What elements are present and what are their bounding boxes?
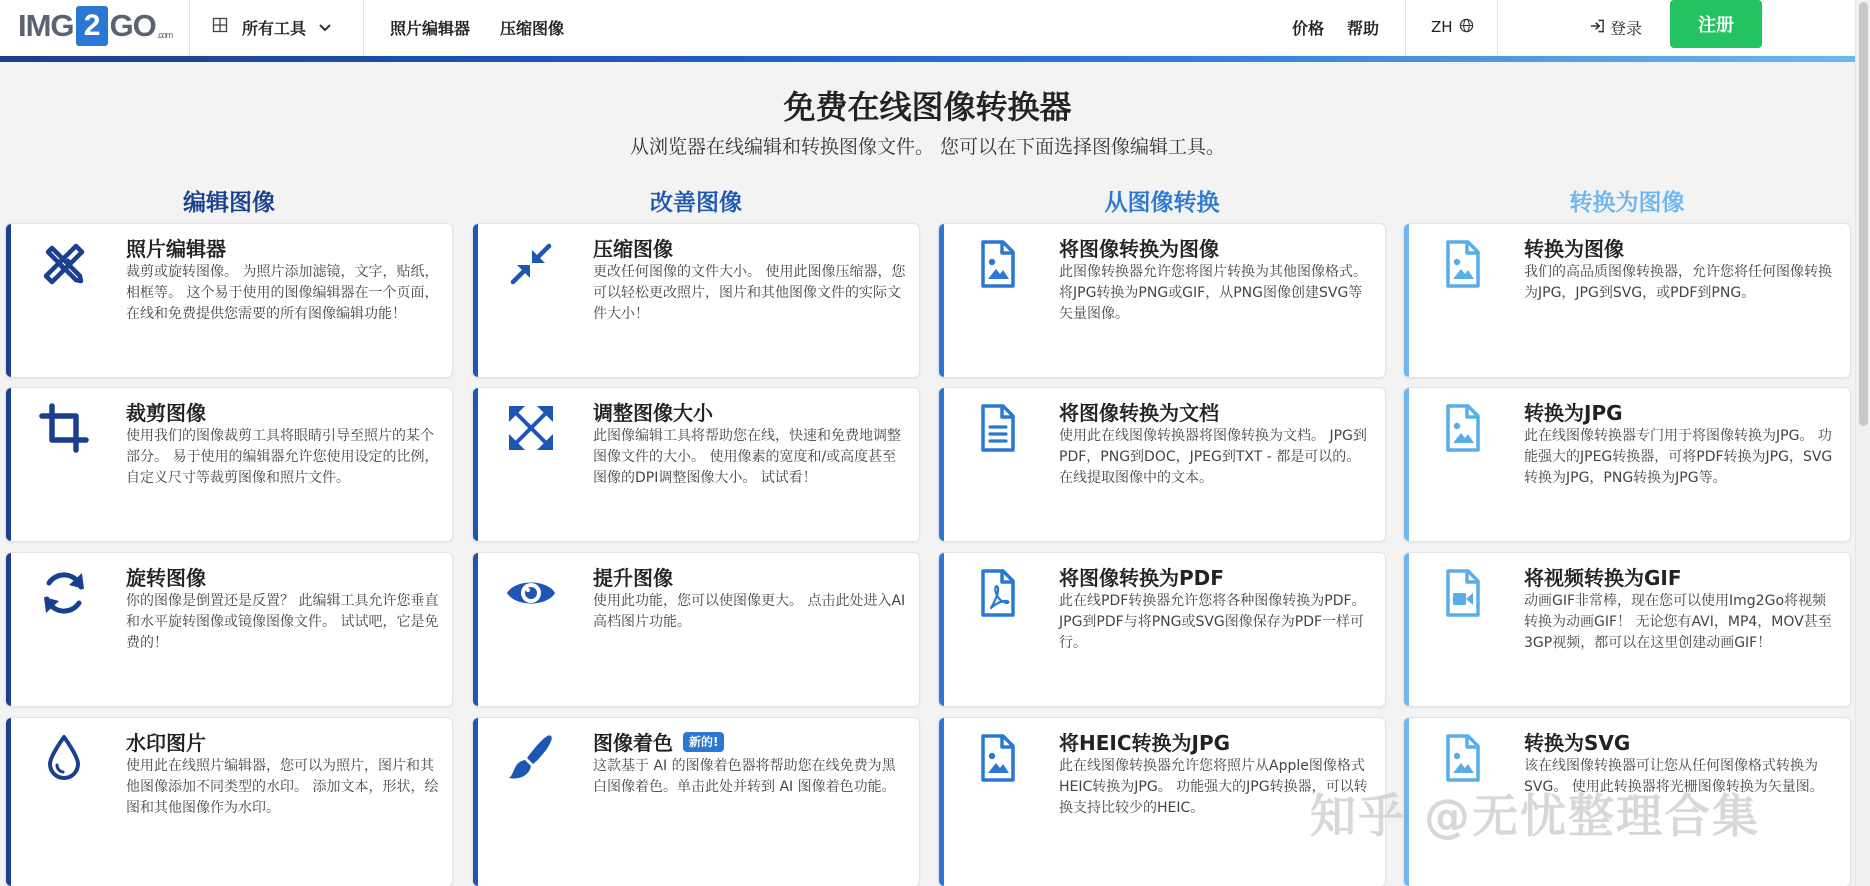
column-heading: 从图像转换 (1104, 190, 1220, 216)
card-title-text: 将图像转换为PDF (1059, 566, 1224, 590)
card-description: 使用此在线图像转换器将图像转换为文档。 JPG到PDF，PNG到DOC，JPEG到TXT - 都是可以的。 在线提取图像中的文本。 (1059, 428, 1367, 486)
image-file-icon (1436, 402, 1488, 454)
card-title (593, 562, 673, 591)
card-accent-bar (473, 388, 478, 541)
card-title-text: 水印图片 (126, 731, 206, 755)
card-accent-bar (6, 388, 11, 541)
tool-card[interactable] (938, 387, 1386, 542)
video-file-icon (1436, 567, 1488, 619)
card-title (126, 727, 206, 756)
card-title-text: 转换为JPG (1524, 401, 1623, 425)
chevron-down-icon (318, 18, 332, 37)
tool-card[interactable] (1403, 387, 1851, 542)
card-title (1524, 727, 1630, 756)
crossed-pencil-ruler-icon (38, 238, 90, 290)
tool-card[interactable] (1403, 552, 1851, 707)
card-title (1059, 397, 1219, 426)
logo-text-mid: 2 (76, 6, 108, 46)
card-description: 使用我们的图像裁剪工具将眼睛引导至照片的某个部分。 易于使用的编辑器允许您使用设定的比例，自定义尺寸等裁剪图像和照片文件。 (126, 428, 439, 486)
header-gradient-line (0, 56, 1855, 62)
login-link[interactable] (1590, 14, 1642, 40)
card-description: 此图像编辑工具将帮助您在线，快速和免费地调整图像文件的大小。 使用像素的宽度和/或高度甚至图像的DPI调整图像大小。 试试看！ (593, 428, 901, 486)
help-link[interactable]: 帮助 (1347, 18, 1380, 38)
pricing-link[interactable]: 价格 (1292, 18, 1325, 38)
card-title-text: 转换为图像 (1524, 237, 1624, 261)
expand-arrows-icon (505, 402, 557, 454)
tool-card[interactable] (472, 552, 920, 707)
logo-suffix: .com (156, 30, 173, 40)
tool-card[interactable] (5, 223, 453, 378)
card-title (593, 727, 724, 756)
tool-card[interactable] (5, 717, 453, 886)
card-title (593, 397, 713, 426)
new-badge: 新的! (683, 732, 724, 752)
image-file-icon (1436, 732, 1488, 784)
text-document-icon (971, 402, 1023, 454)
page-subtitle: 从浏览器在线编辑和转换图像文件。 您可以在下面选择图像编辑工具。 (629, 136, 1226, 158)
card-description: 使用此功能，您可以使图像更大。 点击此处进入AI高档图片功能。 (593, 593, 906, 630)
card-accent-bar (6, 553, 11, 706)
column-heading: 编辑图像 (183, 190, 275, 216)
card-accent-bar (939, 224, 944, 377)
logo-text-right: GO (109, 8, 156, 43)
image-file-icon (1436, 238, 1488, 290)
card-title-text: 图像着色 (593, 731, 673, 755)
card-accent-bar (1404, 388, 1409, 541)
tool-card[interactable] (472, 223, 920, 378)
tool-card[interactable] (938, 223, 1386, 378)
card-description: 此图像转换器允许您将图片转换为其他图像格式。 将JPG转换为PNG或GIF，从PNG图像创建SVG等矢量图像。 (1059, 264, 1367, 322)
column-heading: 转换为图像 (1569, 190, 1685, 216)
signup-button[interactable]: 注册 (1670, 0, 1762, 48)
card-accent-bar (6, 224, 11, 377)
card-accent-bar (473, 553, 478, 706)
card-title (1524, 562, 1682, 591)
card-title-text: 将HEIC转换为JPG (1059, 731, 1231, 755)
divider (1497, 0, 1498, 56)
card-title (126, 233, 226, 262)
scrollbar-thumb[interactable] (1859, 2, 1868, 426)
card-accent-bar (473, 224, 478, 377)
card-accent-bar (473, 718, 478, 886)
login-label: 登录 (1610, 18, 1643, 38)
crop-icon (38, 402, 90, 454)
grid-icon (212, 17, 228, 38)
card-description: 我们的高品质图像转换器，允许您将任何图像转换为JPG，JPG到SVG，或PDF到PNG。 (1524, 264, 1832, 301)
nav-photo-editor-link[interactable]: 照片编辑器 (390, 18, 471, 38)
card-title-text: 旋转图像 (126, 566, 206, 590)
card-accent-bar (939, 388, 944, 541)
image-file-icon (971, 732, 1023, 784)
card-description: 裁剪或旋转图像。 为照片添加滤镜，文字，贴纸，相框等。 这个易于使用的图像编辑器在一个页面，在线和免费提供您需要的所有图像编辑功能！ (126, 264, 439, 322)
card-description: 此在线图像转换器专门用于将图像转换为JPG。 功能强大的JPEG转换器，可将PDF转换为JPG，SVG转换为JPG，PNG转换为JPG等。 (1524, 428, 1833, 486)
card-accent-bar (6, 718, 11, 886)
card-title-text: 照片编辑器 (126, 237, 226, 261)
card-title (1059, 727, 1230, 756)
card-description: 使用此在线照片编辑器，您可以为照片，图片和其他图像添加不同类型的水印。 添加文本，形状，绘图和其他图像作为水印。 (126, 758, 439, 816)
card-title (126, 397, 206, 426)
card-description: 更改任何图像的文件大小。 使用此图像压缩器，您可以轻松更改照片，图片和其他图像文件的实际文件大小！ (593, 264, 906, 322)
card-title-text: 调整图像大小 (593, 401, 713, 425)
card-description: 动画GIF非常棒，现在您可以使用Img2Go将视频转换为动画GIF！ 无论您有AVI，MP4，MOV甚至3GP视频，都可以在这里创建动画GIF！ (1524, 593, 1832, 651)
card-title (1524, 397, 1623, 426)
card-title-text: 裁剪图像 (126, 401, 206, 425)
divider (363, 0, 364, 56)
tool-card[interactable] (5, 387, 453, 542)
card-description: 这款基于 AI 的图像着色器将帮助您在线免费为黑白图像着色。单击此处并转到 AI 图像着色功能。 (593, 758, 896, 795)
logo-text-left: IMG (18, 8, 74, 43)
tool-card[interactable] (5, 552, 453, 707)
card-accent-bar (1404, 553, 1409, 706)
language-label: ZH (1431, 18, 1453, 36)
card-title-text: 将图像转换为文档 (1059, 401, 1219, 425)
rotate-icon (38, 567, 90, 619)
pdf-file-icon (971, 567, 1023, 619)
card-title-text: 转换为SVG (1524, 731, 1631, 755)
page-title: 免费在线图像转换器 (783, 88, 1072, 126)
nav-compress-link[interactable]: 压缩图像 (500, 18, 565, 38)
img2go-logo[interactable] (18, 4, 172, 48)
card-description: 此在线PDF转换器允许您将各种图像转换为PDF。 JPG到PDF与将PNG或SVG图像保存为PDF一样可行。 (1059, 593, 1366, 651)
login-icon (1590, 18, 1605, 37)
card-title-text: 将图像转换为图像 (1059, 237, 1219, 261)
globe-icon (1459, 18, 1474, 37)
card-title (1059, 233, 1219, 262)
card-accent-bar (939, 553, 944, 706)
card-accent-bar (1404, 224, 1409, 377)
tool-card[interactable] (472, 717, 920, 886)
top-navigation-bar (0, 0, 1855, 56)
all-tools-label: 所有工具 (242, 18, 307, 38)
paint-brush-icon (505, 732, 557, 784)
card-title-text: 将视频转换为GIF (1524, 566, 1682, 590)
image-file-icon (971, 238, 1023, 290)
card-description: 你的图像是倒置还是反置？ 此编辑工具允许您垂直和水平旋转图像或镜像图像文件。 试试吧，它是免费的！ (126, 593, 439, 651)
language-selector[interactable] (1431, 14, 1474, 40)
card-title (1059, 562, 1224, 591)
card-accent-bar (939, 718, 944, 886)
water-drop-icon (38, 732, 90, 784)
watermark-text: 知乎 @无忧整理合集 (1310, 789, 1761, 843)
compress-arrows-icon (505, 238, 557, 290)
card-title (126, 562, 206, 591)
eye-icon (505, 567, 557, 619)
divider (189, 0, 190, 56)
tool-card[interactable] (938, 552, 1386, 707)
tool-card[interactable] (472, 387, 920, 542)
page-scrollbar[interactable] (1855, 0, 1870, 886)
all-tools-menu[interactable] (212, 14, 332, 40)
card-description: 此在线图像转换器允许您将照片从Apple图像格式HEIC转换为JPG。 功能强大的JPG转换器，可以转换支持比较少的HEIC。 (1059, 758, 1368, 816)
card-title-text: 提升图像 (593, 566, 673, 590)
tool-card[interactable] (1403, 223, 1851, 378)
card-description: 该在线图像转换器可让您从任何图像格式转换为SVG。 使用此转换器将光栅图像转换为矢量图。 (1524, 758, 1824, 795)
divider (1405, 0, 1406, 56)
column-heading: 改善图像 (650, 190, 742, 216)
card-title-text: 压缩图像 (593, 237, 673, 261)
card-title (1524, 233, 1624, 262)
card-title (593, 233, 673, 262)
